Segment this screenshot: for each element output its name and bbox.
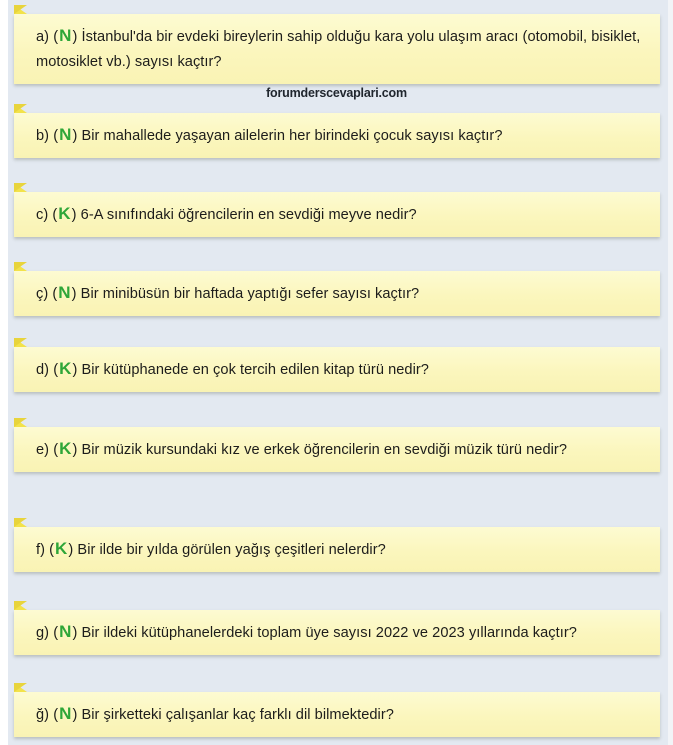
data-type-marker: K xyxy=(59,359,72,378)
question-line xyxy=(36,536,644,563)
question-card xyxy=(14,347,660,392)
question-card xyxy=(14,113,660,158)
question-label: ç) xyxy=(36,286,49,302)
question-label: b) xyxy=(36,128,50,144)
data-type-marker: N xyxy=(59,704,72,723)
open-paren: ( xyxy=(53,707,59,723)
folded-corner-icon xyxy=(14,418,27,427)
folded-corner-icon xyxy=(14,518,27,527)
question-label: d) xyxy=(36,362,50,378)
question-label: f) xyxy=(36,542,46,558)
question-line xyxy=(36,122,644,149)
folded-corner-icon xyxy=(14,683,27,692)
question-card xyxy=(14,14,660,84)
right-edge-strip xyxy=(668,0,673,745)
question-card xyxy=(14,527,660,572)
watermark: forumderscevaplari.com xyxy=(266,86,407,100)
open-paren: ( xyxy=(53,128,59,144)
question-card xyxy=(14,692,660,737)
question-card xyxy=(14,192,660,237)
question-card xyxy=(14,271,660,316)
question-text: Bir ilde bir yılda görülen yağış çeşitleri nelerdir? xyxy=(77,542,386,558)
question-text: Bir mahallede yaşayan ailelerin her birindeki çocuk sayısı kaçtır? xyxy=(81,128,503,144)
question-text: Bir ildeki kütüphanelerdeki toplam üye sayısı 2022 ve 2023 yıllarında kaçtır? xyxy=(81,625,577,641)
open-paren: ( xyxy=(52,207,58,223)
open-paren: ( xyxy=(52,286,58,302)
open-paren: ( xyxy=(53,625,59,641)
data-type-marker: K xyxy=(55,539,68,558)
close-paren: ) xyxy=(72,625,78,641)
question-line xyxy=(36,436,644,463)
data-type-marker: N xyxy=(59,125,72,144)
data-type-marker: N xyxy=(58,283,71,302)
question-line xyxy=(36,23,644,75)
close-paren: ) xyxy=(72,29,78,45)
close-paren: ) xyxy=(72,128,78,144)
question-text: Bir müzik kursundaki kız ve erkek öğrencilerin en sevdiği müzik türü nedir? xyxy=(81,442,568,458)
open-paren: ( xyxy=(53,442,59,458)
close-paren: ) xyxy=(72,707,78,723)
question-text: Bir kütüphanede en çok tercih edilen kitap türü nedir? xyxy=(81,362,429,378)
question-card xyxy=(14,610,660,655)
question-text: İstanbul'da bir evdeki bireylerin sahip olduğu kara yolu ulaşım aracı (otomobil, bisiklet, motosiklet vb.) sayısı kaçtır? xyxy=(36,29,641,70)
question-label: ğ) xyxy=(36,707,50,723)
question-label: e) xyxy=(36,442,50,458)
question-line xyxy=(36,619,644,646)
open-paren: ( xyxy=(53,362,59,378)
question-line xyxy=(36,280,644,307)
folded-corner-icon xyxy=(14,183,27,192)
close-paren: ) xyxy=(72,362,78,378)
folded-corner-icon xyxy=(14,104,27,113)
question-line xyxy=(36,201,644,228)
question-label: g) xyxy=(36,625,50,641)
question-text: Bir şirketteki çalışanlar kaç farklı dil bilmektedir? xyxy=(81,707,394,723)
open-paren: ( xyxy=(53,29,59,45)
open-paren: ( xyxy=(49,542,55,558)
data-type-marker: N xyxy=(59,26,72,45)
folded-corner-icon xyxy=(14,5,27,14)
folded-corner-icon xyxy=(14,262,27,271)
folded-corner-icon xyxy=(14,601,27,610)
close-paren: ) xyxy=(72,442,78,458)
question-text: Bir minibüsün bir haftada yaptığı sefer sayısı kaçtır? xyxy=(80,286,420,302)
data-type-marker: N xyxy=(59,622,72,641)
data-type-marker: K xyxy=(58,204,71,223)
question-card xyxy=(14,427,660,472)
question-line xyxy=(36,701,644,728)
question-text: 6-A sınıfındaki öğrencilerin en sevdiği meyve nedir? xyxy=(80,207,417,223)
data-type-marker: K xyxy=(59,439,72,458)
folded-corner-icon xyxy=(14,338,27,347)
close-paren: ) xyxy=(71,207,77,223)
close-paren: ) xyxy=(71,286,77,302)
question-label: c) xyxy=(36,207,49,223)
question-line xyxy=(36,356,644,383)
question-label: a) xyxy=(36,29,50,45)
close-paren: ) xyxy=(68,542,74,558)
